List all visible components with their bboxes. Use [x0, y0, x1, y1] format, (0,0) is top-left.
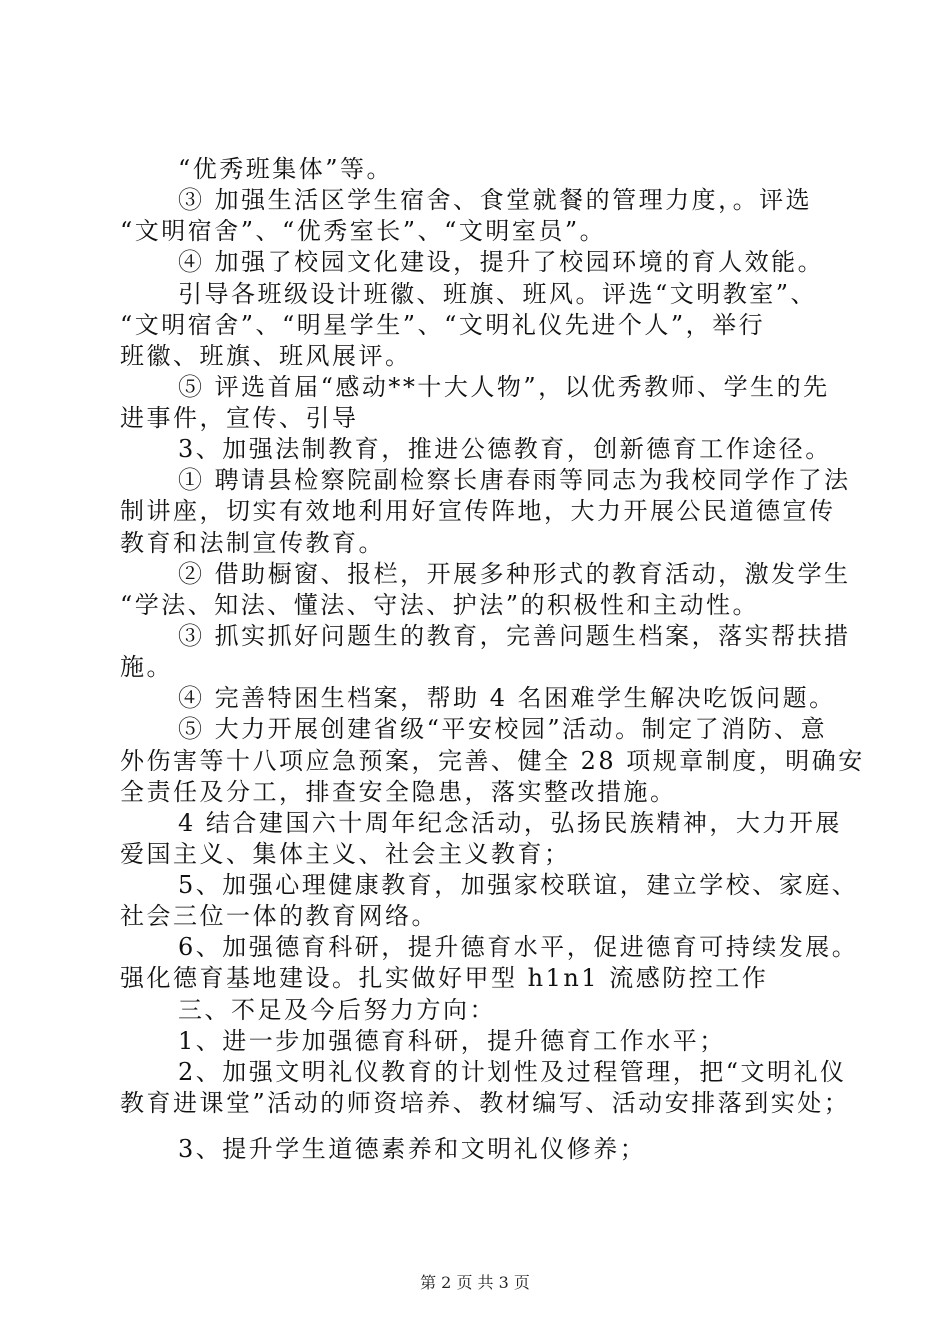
text-line: 3、提升学生道德素养和文明礼仪修养；: [178, 1135, 647, 1163]
text-line: 1、进一步加强德育科研，提升德育工作水平；: [178, 1027, 726, 1055]
text-line: 5、加强心理健康教育，加强家校联谊，建立学校、家庭、: [178, 871, 859, 899]
text-line: ③ 抓实抓好问题生的教育，完善问题生档案，落实帮扶措: [178, 622, 851, 650]
text-line: 教育和法制宣传教育。: [120, 529, 385, 557]
text-line: 6、加强德育科研，提升德育水平，促进德育可持续发展。: [178, 933, 859, 961]
text-line: ① 聘请县检察院副检察长唐春雨等同志为我校同学作了法: [178, 466, 851, 494]
text-line: 引导各班级设计班徽、班旗、班风。评选“文明教室”、: [178, 280, 818, 308]
text-line: ⑤ 评选首届“感动**十大人物”，以优秀教师、学生的先: [178, 373, 830, 401]
text-line: 制讲座，切实有效地利用好宣传阵地，大力开展公民道德宣传: [120, 497, 836, 525]
text-line: 爱国主义、集体主义、社会主义教育；: [120, 840, 571, 868]
text-line: 进事件，宣传、引导: [120, 404, 359, 432]
text-line: 2、加强文明礼仪教育的计划性及过程管理，把“文明礼仪: [178, 1058, 847, 1086]
text-line: 全责任及分工，排查安全隐患，落实整改措施。: [120, 778, 677, 806]
text-line: 强化德育基地建设。扎实做好甲型 h1n1 流感防控工作: [120, 964, 769, 992]
text-line: 三、不足及今后努力方向：: [178, 996, 496, 1024]
text-line: “学法、知法、懂法、守法、护法”的积极性和主动性。: [120, 591, 760, 619]
text-line: 外伤害等十八项应急预案，完善、健全 28 项规章制度，明确安: [120, 747, 865, 775]
text-line: “文明宿舍”、“明星学生”、“文明礼仪先进个人”，举行: [120, 311, 766, 339]
text-line: 教育进课堂”活动的师资培养、教材编写、活动安排落到实处；: [120, 1089, 851, 1117]
text-line: 4 结合建国六十周年纪念活动，弘扬民族精神，大力开展: [178, 809, 842, 837]
text-line: 3、加强法制教育，推进公德教育，创新德育工作途径。: [178, 435, 832, 463]
text-line: ④ 加强了校园文化建设，提升了校园环境的育人效能。: [178, 248, 825, 276]
text-line: 社会三位一体的教育网络。: [120, 902, 438, 930]
text-line: “优秀班集体”等。: [178, 155, 394, 183]
text-line: ⑤ 大力开展创建省级“平安校园”活动。制定了消防、意: [178, 715, 828, 743]
text-line: 班徽、班旗、班风展评。: [120, 342, 412, 370]
text-line: ④ 完善特困生档案，帮助 4 名困难学生解决吃饭问题。: [178, 684, 836, 712]
text-line: 施。: [120, 653, 173, 681]
page-footer: [0, 1273, 950, 1293]
text-line: ② 借助橱窗、报栏，开展多种形式的教育活动，激发学生: [178, 560, 851, 588]
text-line: “文明宿舍”、“优秀室长”、“文明室员”。: [120, 217, 607, 245]
page-number: 第 2 页 共 3 页: [420, 1273, 530, 1292]
text-line: ③ 加强生活区学生宿舍、食堂就餐的管理力度，。评选: [178, 186, 813, 214]
